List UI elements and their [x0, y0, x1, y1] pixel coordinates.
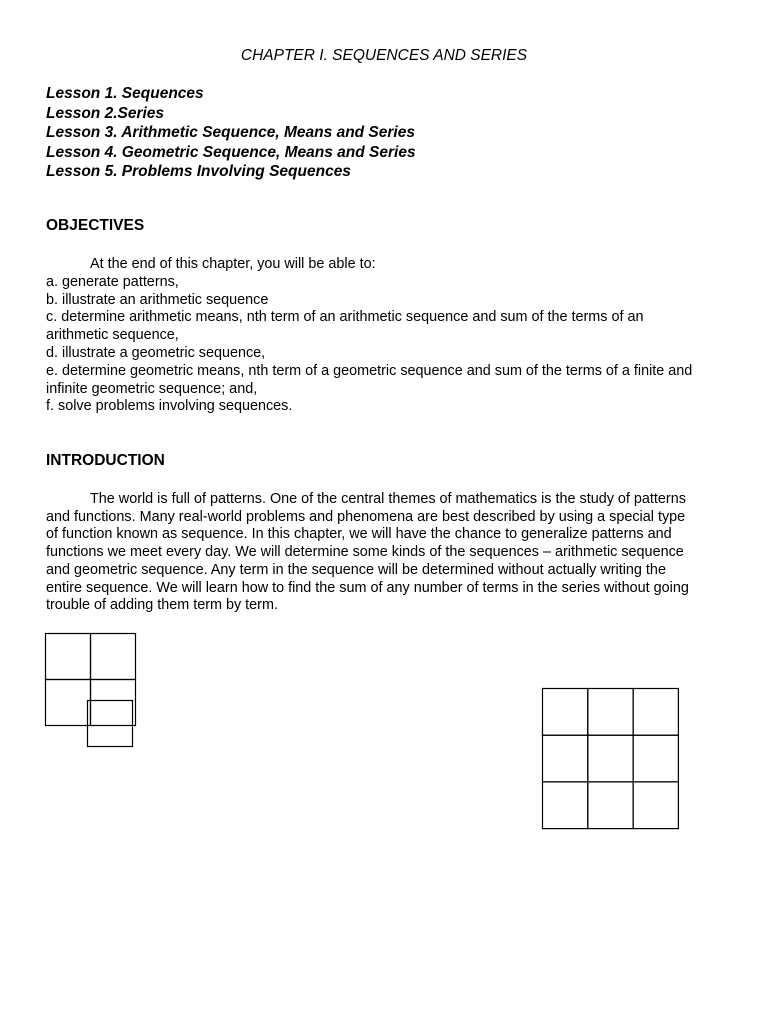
objective-line: arithmetic sequence, [46, 327, 179, 344]
grid-cell [588, 689, 633, 736]
chapter-title: CHAPTER I. SEQUENCES AND SERIES [240, 47, 528, 64]
lesson-item: Lesson 3. Arithmetic Sequence, Means and Series [46, 124, 415, 142]
objective-line: infinite geometric sequence; and, [46, 380, 258, 397]
objective-line: b. illustrate an arithmetic sequence [46, 291, 269, 308]
objectives-list [46, 256, 736, 416]
lesson-item: Lesson 2.Series [46, 104, 165, 122]
paragraph-line: trouble of adding them term by term. [46, 597, 278, 614]
grid-cell [633, 735, 678, 782]
grid-cell [633, 782, 678, 829]
grid-cell [46, 634, 91, 680]
grid-cell [543, 735, 588, 782]
grid-cell [588, 735, 633, 782]
grid-cell [46, 680, 91, 726]
grid-cell [91, 680, 136, 726]
objective-line: a. generate patterns, [46, 273, 179, 290]
paragraph-line: The world is full of patterns. One of the central themes of mathematics is the study of patterns [90, 491, 686, 507]
paragraph-line: of function known as sequence. In this chapter, we will have the chance to generalize patterns and [46, 526, 672, 543]
objectives-intro-line: At the end of this chapter, you will be able to: [90, 256, 376, 272]
grid-cell [633, 689, 678, 736]
objective-line: d. illustrate a geometric sequence, [46, 344, 266, 361]
paragraph-line: entire sequence. We will learn how to find the sum of any number of terms in the series without going [46, 579, 689, 596]
lesson-item: Lesson 4. Geometric Sequence, Means and Series [46, 143, 416, 161]
lesson-item: Lesson 5. Problems Involving Sequences [46, 163, 351, 181]
paragraph-line: functions we meet every day. We will determine some kinds of the sequences – arithmetic sequence [46, 544, 684, 561]
objective-line: c. determine arithmetic means, nth term of an arithmetic sequence and sum of the terms of an [46, 309, 644, 326]
introduction-paragraph [46, 491, 736, 615]
grid-cell [588, 782, 633, 829]
pattern-figure-2x2 [45, 633, 140, 749]
lesson-item: Lesson 1. Sequences [46, 85, 204, 102]
objective-line: e. determine geometric means, nth term of a geometric sequence and sum of the terms of a finite and [46, 362, 693, 379]
introduction-heading: INTRODUCTION [46, 452, 165, 469]
grid-cell [543, 782, 588, 829]
lesson-list [46, 84, 416, 182]
paragraph-line: and geometric sequence. Any term in the sequence will be determined without actually writing the [46, 561, 666, 578]
objective-line: f. solve problems involving sequences. [46, 398, 293, 415]
grid-cell [543, 689, 588, 736]
objectives-heading: OBJECTIVES [46, 217, 145, 234]
overlapping-square [88, 701, 133, 747]
paragraph-line: and functions. Many real-world problems and phenomena are best described by using a special type [46, 508, 686, 525]
grid-cell [91, 634, 136, 680]
pattern-figure-3x3 [542, 688, 680, 830]
